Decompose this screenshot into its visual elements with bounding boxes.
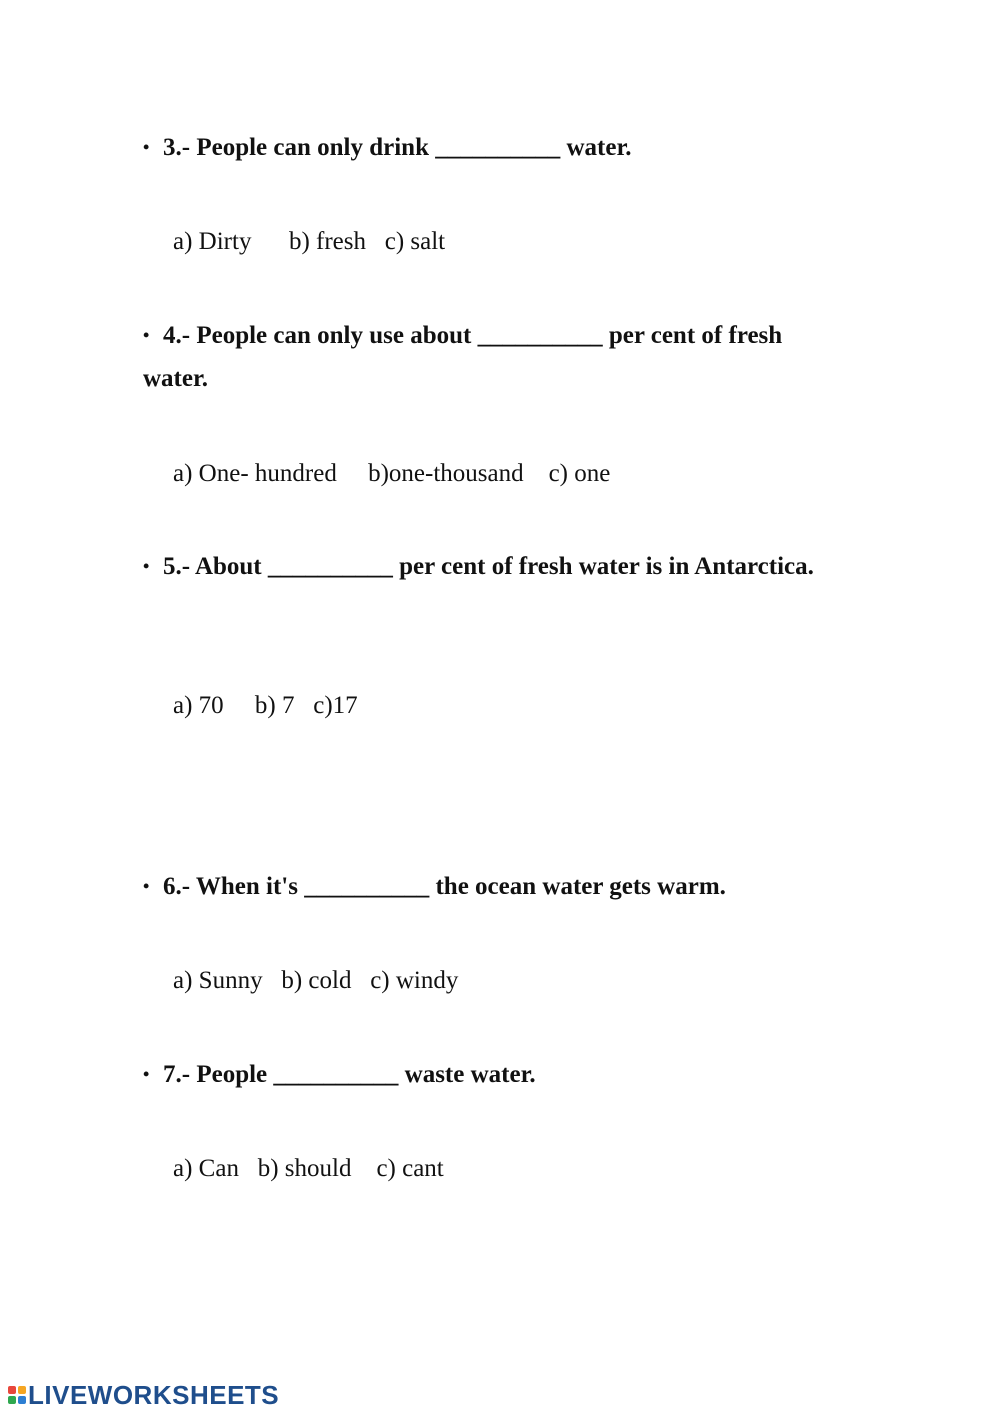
bullet: •	[143, 325, 150, 345]
question-5	[143, 545, 843, 588]
question-6	[143, 865, 843, 908]
question-3-options: a) Dirty b) fresh c) salt	[173, 228, 446, 255]
logo-square-blue	[18, 1396, 26, 1404]
question-text: 7.- People __________ waste water.	[163, 1061, 536, 1088]
bullet: •	[143, 556, 150, 576]
brand-name: LIVEWORKSHEETS	[28, 1379, 280, 1410]
question-6-options: a) Sunny b) cold c) windy	[173, 967, 459, 994]
logo-square-green	[8, 1396, 16, 1404]
question-4-options: a) One- hundred b)one-thousand c) one	[173, 460, 611, 487]
bullet: •	[143, 1064, 150, 1084]
question-5-options: a) 70 b) 7 c)17	[173, 692, 358, 719]
question-text: 3.- People can only drink __________ water.	[163, 134, 632, 161]
bullet: •	[143, 137, 150, 157]
question-4	[143, 314, 843, 400]
question-text: 4.- People can only use about __________ per cent of fresh water.	[143, 322, 783, 392]
bullet: •	[143, 876, 150, 896]
logo-square-orange	[18, 1386, 26, 1394]
liveworksheets-logo-icon	[8, 1386, 26, 1404]
logo-square-red	[8, 1386, 16, 1394]
question-7	[143, 1053, 843, 1096]
liveworksheets-logo	[8, 1380, 279, 1410]
question-3	[143, 126, 843, 169]
question-text: 6.- When it's __________ the ocean water gets warm.	[163, 873, 726, 900]
question-text: 5.- About __________ per cent of fresh water is in Antarctica.	[163, 553, 814, 580]
question-7-options: a) Can b) should c) cant	[173, 1155, 444, 1182]
